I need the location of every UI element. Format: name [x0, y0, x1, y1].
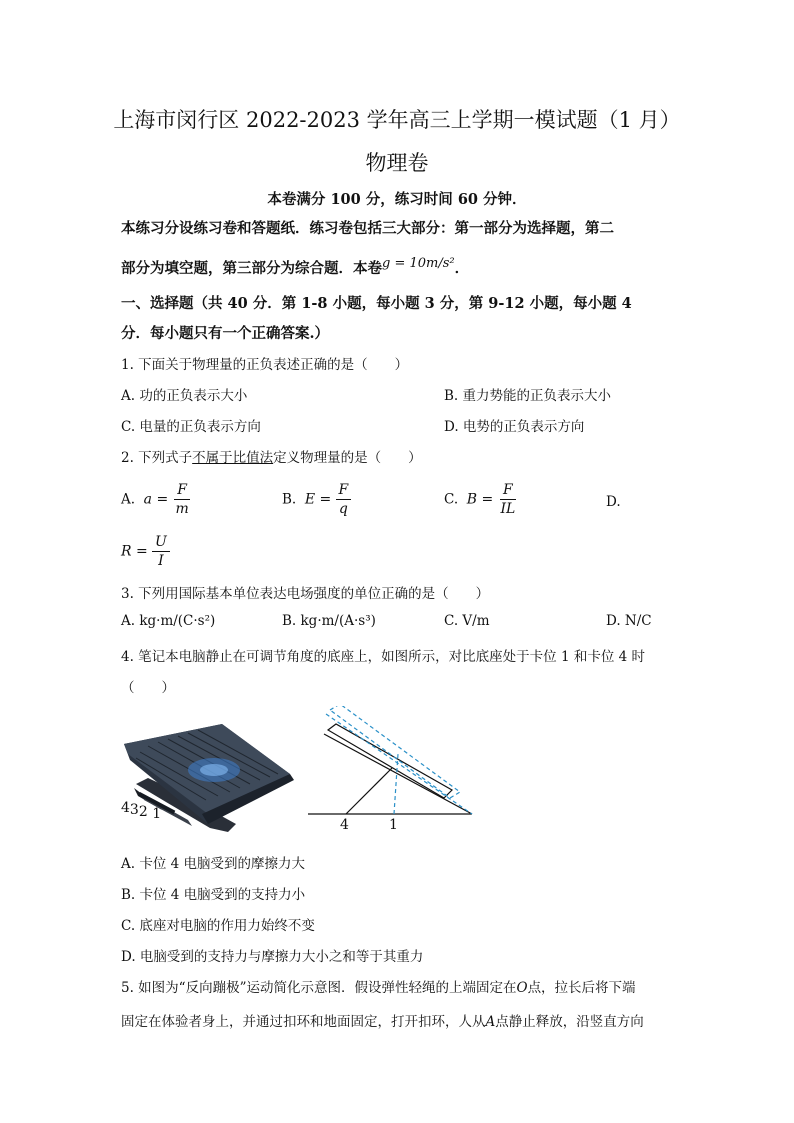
q4-option-a: A. 卡位 4 电脑受到的摩擦力大 [121, 856, 306, 872]
score-note: 本卷满分 100 分，练习时间 60 分钟． [267, 191, 527, 208]
diagram-label-slot-1: 1 [389, 817, 398, 833]
slot-angle-diagram [300, 706, 480, 818]
q5-stem-line-2: 固定在体验者身上，并通过扣环和地面固定，打开扣环，人从A点静止释放，沿竖直方向 [121, 1014, 644, 1030]
q4-option-c: C. 底座对电脑的作用力始终不变 [121, 918, 315, 934]
section-1-heading-line-1: 一、选择题（共 40 分．第 1-8 小题，每小题 3 分，第 9-12 小题，每小题 4 [121, 295, 632, 312]
photo-slot-labels: 432 1 [121, 800, 162, 822]
q3-option-a: A. kg·m/(C·s²) [121, 613, 216, 629]
q1-stem: 1. 下面关于物理量的正负表述正确的是（ ） [121, 357, 409, 373]
page-subtitle: 物理卷 [365, 151, 429, 175]
q1-option-d: D. 电势的正负表示方向 [444, 419, 585, 435]
diagram-label-slot-4: 4 [340, 817, 349, 833]
page-title: 上海市闵行区 2022-2023 学年高三上学期一模试题（1 月） [113, 108, 681, 132]
intro-line-1: 本练习分设练习卷和答题纸．练习卷包括三大部分：第一部分为选择题，第二 [121, 220, 614, 237]
q1-option-c: C. 电量的正负表示方向 [121, 419, 261, 435]
q4-stem-line-2: （ ） [121, 680, 175, 696]
q2-stem: 2. 下列式子不属于比值法定义物理量的是（ ） [121, 450, 422, 466]
q2-option-c: C. B = $\frac{F}{IL}$ [444, 482, 516, 517]
q3-option-c: C. V/m [444, 613, 490, 629]
q4-option-d: D. 电脑受到的支持力与摩擦力大小之和等于其重力 [121, 949, 424, 965]
q2-option-d-formula: R = $\frac{U}{I}$ [121, 533, 170, 570]
section-1-heading-line-2: 分．每小题只有一个正确答案.） [121, 325, 330, 342]
q5-stem-line-1: 5. 如图为“反向蹦极”运动简化示意图．假设弹性轻绳的上端固定在O点，拉长后将下端 [121, 980, 636, 996]
q2-option-d-label: D. [606, 494, 621, 510]
q3-option-b: B. kg·m/(A·s³) [282, 613, 376, 629]
intro-line-2: 部分为填空题，第三部分为综合题．本卷g = 10m/s²． [121, 256, 470, 277]
q2-option-a: A. a = $\frac{F}{m}$ [121, 482, 189, 517]
q3-stem: 3. 下列用国际基本单位表达电场强度的单位正确的是（ ） [121, 586, 490, 602]
q1-option-b: B. 重力势能的正负表示大小 [444, 388, 612, 404]
q2-option-b: B. E = $\frac{F}{q}$ [282, 481, 351, 518]
q4-stem-line-1: 4. 笔记本电脑静止在可调节角度的底座上，如图所示，对比底座处于卡位 1 和卡位 4 时 [121, 649, 646, 665]
gravity-formula: g = 10m/s² [382, 256, 455, 271]
q1-option-a: A. 功的正负表示大小 [121, 388, 248, 404]
q4-option-b: B. 卡位 4 电脑受到的支持力小 [121, 887, 306, 903]
q3-option-d: D. N/C [606, 613, 652, 629]
